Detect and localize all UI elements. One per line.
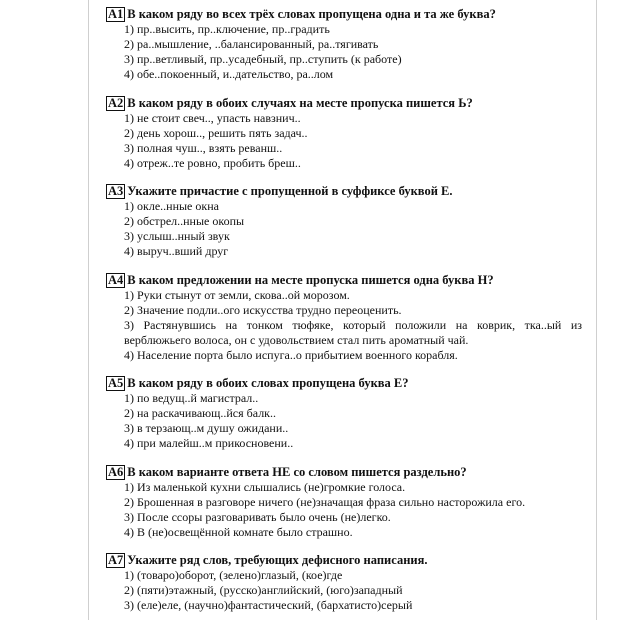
- question-heading: [106, 376, 584, 391]
- question-text: Укажите ряд слов, требующих дефисного написания.: [127, 553, 428, 567]
- question-heading: [106, 273, 584, 288]
- answer-option: 2) обстрел..нные окопы: [124, 214, 245, 228]
- question-number: А2: [108, 96, 124, 110]
- answer-option: 4) выруч..вший друг: [124, 244, 229, 258]
- question-a4: [106, 273, 584, 363]
- answer-option: 2) на раскачивающ..йся балк..: [124, 406, 277, 420]
- question-number: А3: [108, 184, 124, 198]
- left-margin-rule: [88, 0, 89, 620]
- question-number: А1: [108, 7, 124, 21]
- answer-option: 4) при малейш..м прикосновени..: [124, 436, 294, 450]
- question-a6: [106, 465, 584, 540]
- answer-option: 3) После ссоры разговаривать было очень (не)легко.: [124, 510, 391, 524]
- answer-option: 3) (еле)еле, (научно)фантастический, (бархатисто)серый: [124, 598, 413, 612]
- question-number: А5: [108, 376, 124, 390]
- question-heading: [106, 96, 584, 111]
- answer-option: 3) в терзающ..м душу ожидани..: [124, 421, 289, 435]
- answer-option: 1) (товаро)оборот, (зелено)глазый, (кое)где: [124, 568, 343, 582]
- answer-option: 4) Население порта было испуга..о прибытием военного корабля.: [124, 348, 458, 362]
- answer-option: 1) окле..нные окна: [124, 199, 219, 213]
- question-heading: [106, 184, 584, 199]
- answer-options: [106, 288, 584, 363]
- question-a7: [106, 553, 584, 613]
- answer-options: [106, 480, 584, 540]
- question-number: А6: [108, 465, 124, 479]
- answer-option: 2) (пяти)этажный, (русско)английский, (юго)западный: [124, 583, 403, 597]
- answer-option: 3) услыш..нный звук: [124, 229, 230, 243]
- answer-option: 4) обе..покоенный, и..дательство, ра..лом: [124, 67, 334, 81]
- answer-option: 3) полная чуш.., взять реванш..: [124, 141, 283, 155]
- question-text: В каком ряду в обоих словах пропущена буква Е?: [127, 376, 409, 390]
- question-a5: [106, 376, 584, 451]
- question-text: В каком варианте ответа НЕ со словом пишется раздельно?: [127, 465, 467, 479]
- question-heading: [106, 553, 584, 568]
- answer-option: 2) Брошенная в разговоре ничего (не)значащая фраза сильно насторожила его.: [124, 495, 526, 509]
- question-a3: [106, 184, 584, 259]
- question-heading: [106, 465, 584, 480]
- question-text: Укажите причастие с пропущенной в суффиксе буквой Е.: [127, 184, 453, 198]
- answer-option: 2) ра..мышление, ..балансированный, ра..тягивать: [124, 37, 379, 51]
- answer-option: 3) Растянувшись на тонком тюфяке, который положили на коврик, тка..ый из верблюжьего волоса, он с удовольствием стал пить ароматный чай.: [124, 318, 582, 347]
- answer-option: 2) день хорош.., решить пять задач..: [124, 126, 308, 140]
- right-margin-rule: [596, 0, 597, 620]
- question-heading: [106, 7, 584, 22]
- answer-option: 4) В (не)освещённой комнате было страшно.: [124, 525, 353, 539]
- question-text: В каком предложении на месте пропуска пишется одна буква Н?: [127, 273, 494, 287]
- question-a1: [106, 7, 584, 82]
- answer-option: 1) Из маленькой кухни слышались (не)громкие голоса.: [124, 480, 406, 494]
- answer-option: 1) не стоит свеч.., упасть навзнич..: [124, 111, 301, 125]
- answer-option: 1) по ведущ..й магистрал..: [124, 391, 259, 405]
- answer-options: [106, 391, 584, 451]
- question-number: А7: [108, 553, 124, 567]
- answer-option: 2) Значение подли..ого искусства трудно переоценить.: [124, 303, 402, 317]
- answer-options: [106, 199, 584, 259]
- question-a2: [106, 96, 584, 171]
- answer-option: 3) пр..ветливый, пр..усадебный, пр..ступить (к работе): [124, 52, 402, 66]
- answer-options: [106, 22, 584, 82]
- question-number: А4: [108, 273, 124, 287]
- question-text: В каком ряду во всех трёх словах пропущена одна и та же буква?: [127, 7, 496, 21]
- answer-option: 4) отреж..те ровно, пробить бреш..: [124, 156, 301, 170]
- question-text: В каком ряду в обоих случаях на месте пропуска пишется Ь?: [127, 96, 473, 110]
- answer-option: 1) пр..высить, пр..ключение, пр..градить: [124, 22, 330, 36]
- answer-options: [106, 568, 584, 613]
- answer-options: [106, 111, 584, 171]
- answer-option: 1) Руки стынут от земли, скова..ой морозом.: [124, 288, 350, 302]
